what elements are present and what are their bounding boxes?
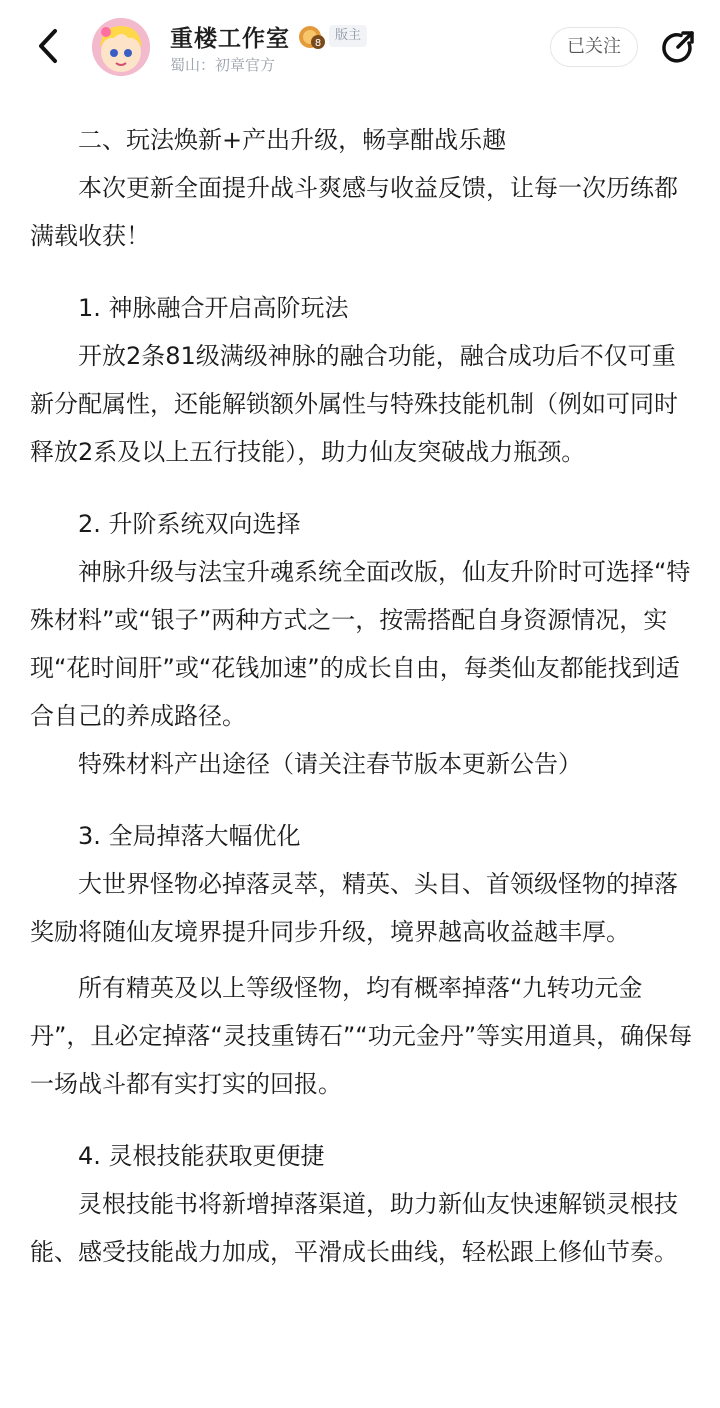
back-button[interactable] [28, 26, 68, 66]
item-paragraph: 灵根技能书将新增掉落渠道，助力新仙友快速解锁灵根技能、感受技能战力加成，平滑成长曲线，轻松跟上修仙节奏。 [30, 1190, 678, 1266]
item-paragraph: 所有精英及以上等级怪物，均有概率掉落“九转功元金丹”，且必定掉落“灵技重铸石”“功元金丹”等实用道具，确保每一场战斗都有实打实的回报。 [30, 974, 693, 1098]
item-paragraph: 大世界怪物必掉落灵萃，精英、头目、首领级怪物的掉落奖励将随仙友境界提升同步升级，境界越高收益越丰厚。 [30, 870, 678, 946]
section-title: 二、玩法焕新+产出升级，畅享酣战乐趣 [78, 126, 507, 154]
share-button[interactable] [658, 28, 698, 68]
article-body [30, 116, 698, 1276]
chevron-left-icon [36, 28, 60, 64]
level-badge [298, 24, 326, 50]
item-paragraph: 神脉升级与法宝升魂系统全面改版，仙友升阶时可选择“特殊材料”或“银子”两种方式之一，按需搭配自身资源情况，实现“花时间肝”或“花钱加速”的成长自由，每类仙友都能找到适合自己的养成路径。 [30, 558, 691, 730]
avatar[interactable] [92, 18, 150, 76]
item-heading: 1. 神脉融合开启高阶玩法 [78, 294, 349, 322]
follow-button[interactable]: 已关注 [550, 27, 638, 67]
post-header [0, 0, 720, 96]
item-heading: 3. 全局掉落大幅优化 [78, 822, 301, 850]
intro-paragraph: 本次更新全面提升战斗爽感与收益反馈，让每一次历练都满载收获！ [30, 174, 678, 250]
item-paragraph: 开放2条81级满级神脉的融合功能，融合成功后不仅可重新分配属性，还能解锁额外属性与特殊技能机制（例如可同时释放2系及以上五行技能），助力仙友突破战力瓶颈。 [30, 342, 678, 466]
author-name[interactable]: 重楼工作室 [170, 26, 290, 52]
item-paragraph: 特殊材料产出途径（请关注春节版本更新公告） [78, 750, 582, 778]
share-icon [659, 29, 697, 67]
level-badge-number: 8 [314, 38, 322, 49]
author-subtitle: 蜀山：初章官方 [170, 56, 276, 74]
item-heading: 2. 升阶系统双向选择 [78, 510, 301, 538]
moderator-badge: 版主 [329, 25, 367, 47]
item-heading: 4. 灵根技能获取更便捷 [78, 1142, 325, 1170]
avatar-illustration [92, 18, 150, 76]
